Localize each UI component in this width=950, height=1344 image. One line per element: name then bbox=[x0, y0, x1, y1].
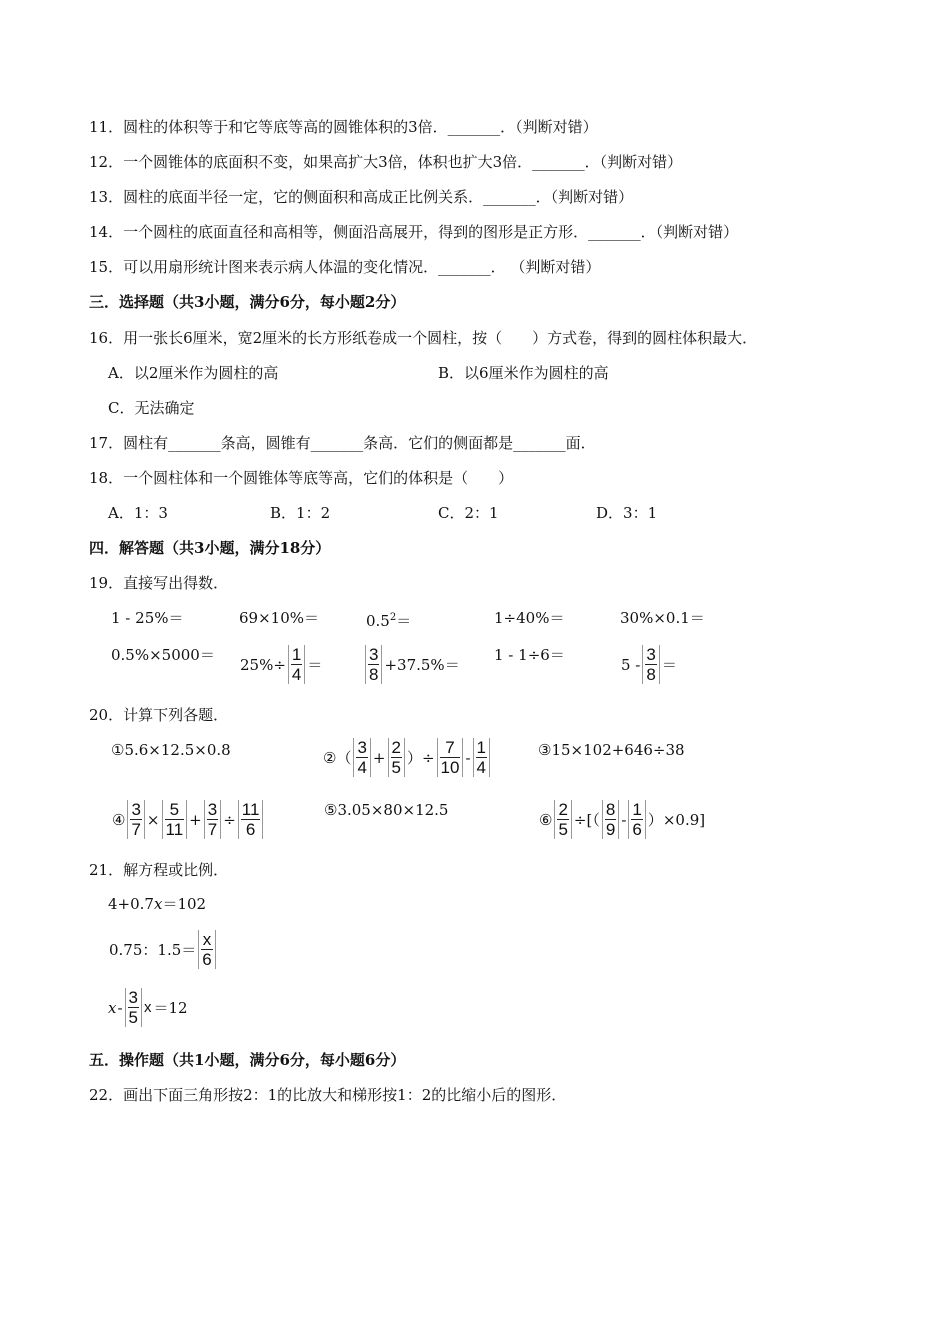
calc-20-6: ⑥ $\frac{2}{5}$ ÷[（ $\frac{8}{9}$ - $\frac{1}{6}$ ）×0.9] bbox=[539, 800, 706, 839]
calc-19a: 1 - 25%＝ bbox=[111, 609, 184, 627]
fraction: $\frac{1}{6}$ bbox=[628, 800, 645, 839]
calc-19h: $\frac{3}{8}$ +37.5%＝ bbox=[364, 645, 461, 684]
calc-19g: 25%÷ $\frac{1}{4}$ ＝ bbox=[240, 645, 323, 684]
fraction: $\frac{7}{10}$ bbox=[437, 738, 464, 777]
fraction: $\frac{5}{11}$ bbox=[162, 800, 188, 839]
calc-19i: 1 - 1÷6＝ bbox=[494, 646, 565, 664]
section-4-heading: 四．解答题（共3小题，满分18分） bbox=[89, 539, 331, 557]
question-15: 15．可以用扇形统计图来表示病人体温的变化情况．_______． （判断对错） bbox=[89, 258, 601, 276]
fraction: $\frac{11}{6}$ bbox=[238, 800, 264, 839]
option-16c: C．无法确定 bbox=[108, 399, 195, 417]
equation-1: 4+0.7x＝102 bbox=[108, 895, 207, 913]
calc-19b: 69×10%＝ bbox=[239, 609, 319, 627]
section-3-heading: 三．选择题（共3小题，满分6分，每小题2分） bbox=[89, 293, 406, 311]
fraction: $\frac{3}{7}$ bbox=[204, 800, 221, 839]
equation-3: x - $\frac{3}{5}$ x ＝12 bbox=[108, 988, 188, 1027]
question-20: 20．计算下列各题． bbox=[89, 706, 229, 724]
question-12: 12．一个圆锥体的底面积不变，如果高扩大3倍，体积也扩大3倍．_______．（判断对错） bbox=[89, 153, 683, 171]
option-18d: D．3：1 bbox=[596, 504, 658, 522]
calc-20-4: ④ $\frac{3}{7}$ × $\frac{5}{11}$ + $\frac{3}{7}$ ÷ $\frac{11}{6}$ bbox=[111, 800, 264, 839]
question-21: 21．解方程或比例． bbox=[89, 861, 229, 879]
calc-19c: $0.5^2=$ bbox=[366, 612, 412, 630]
calc-19d: 1÷40%＝ bbox=[494, 609, 565, 627]
fraction: $\frac{2}{5}$ bbox=[388, 738, 405, 777]
question-17: 17．圆柱有_______条高，圆锥有_______条高．它们的侧面都是_______面． bbox=[89, 434, 596, 452]
fraction: $\frac{3}{7}$ bbox=[127, 800, 144, 839]
fraction: $\frac{3}{4}$ bbox=[353, 738, 370, 777]
fraction: $\frac{3}{8}$ bbox=[642, 645, 659, 684]
fraction: $\frac{3}{5}$ bbox=[125, 988, 142, 1027]
option-18c: C．2：1 bbox=[438, 504, 499, 522]
calc-20-1: ①5.6×12.5×0.8 bbox=[111, 741, 231, 759]
question-22: 22．画出下面三角形按2：1的比放大和梯形按1：2的比缩小后的图形． bbox=[89, 1086, 567, 1104]
option-16a: A．以2厘米作为圆柱的高 bbox=[108, 364, 279, 382]
section-5-heading: 五．操作题（共1小题，满分6分，每小题6分） bbox=[89, 1051, 406, 1069]
option-16b: B．以6厘米作为圆柱的高 bbox=[438, 364, 609, 382]
fraction: $\frac{x}{6}$ bbox=[198, 930, 215, 969]
calc-19j: 5 - $\frac{3}{8}$ ＝ bbox=[621, 645, 677, 684]
calc-19f: 0.5%×5000＝ bbox=[111, 646, 215, 664]
calc-19e: 30%×0.1＝ bbox=[620, 609, 705, 627]
calc-20-5: ⑤3.05×80×12.5 bbox=[324, 801, 449, 819]
fraction: $\frac{1}{4}$ bbox=[288, 645, 305, 684]
question-18: 18．一个圆柱体和一个圆锥体等底等高，它们的体积是（ ） bbox=[89, 469, 514, 487]
question-19: 19．直接写出得数． bbox=[89, 574, 229, 592]
option-18a: A．1：3 bbox=[108, 504, 168, 522]
question-16: 16．用一张长6厘米，宽2厘米的长方形纸卷成一个圆柱，按（ ）方式卷，得到的圆柱体积最大． bbox=[89, 329, 758, 347]
fraction: $\frac{3}{8}$ bbox=[365, 645, 382, 684]
fraction: $\frac{2}{5}$ bbox=[554, 800, 571, 839]
fraction: $\frac{8}{9}$ bbox=[602, 800, 619, 839]
question-13: 13．圆柱的底面半径一定，它的侧面积和高成正比例关系．_______．（判断对错） bbox=[89, 188, 634, 206]
calc-20-2: ②（ $\frac{3}{4}$ + $\frac{2}{5}$ ）÷ $\frac{7}{10}$ - $\frac{1}{4}$ bbox=[322, 738, 491, 777]
option-18b: B．1：2 bbox=[270, 504, 331, 522]
calc-20-3: ③15×102+646÷38 bbox=[538, 741, 685, 759]
fraction: $\frac{1}{4}$ bbox=[473, 738, 490, 777]
question-14: 14．一个圆柱的底面直径和高相等，侧面沿高展开，得到的图形是正方形．_______．（判断对错） bbox=[89, 223, 739, 241]
question-11: 11．圆柱的体积等于和它等底等高的圆锥体积的3倍．_______．（判断对错） bbox=[89, 118, 598, 136]
equation-2: 0.75：1.5＝ $\frac{x}{6}$ bbox=[108, 930, 217, 969]
